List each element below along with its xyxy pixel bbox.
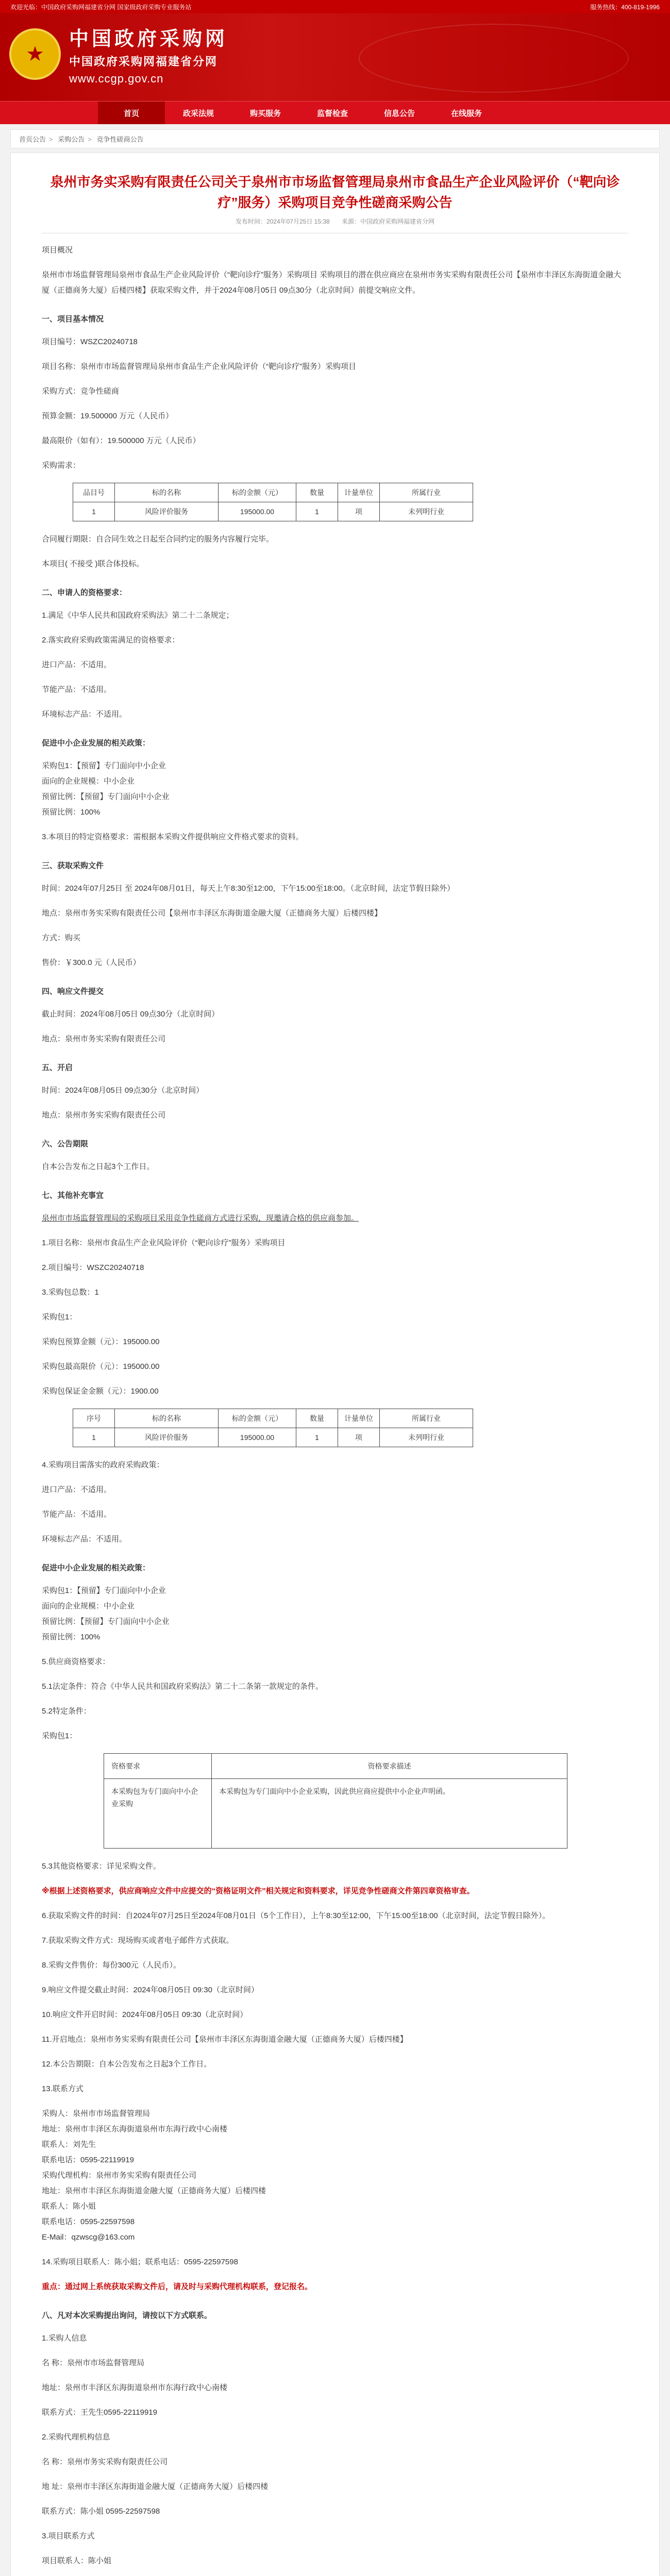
paragraph: 预留比例：100% [42,808,100,817]
table-row [73,502,473,521]
paragraph: E-Mail：qzwscg@163.com [42,2233,135,2242]
requirement-table [73,483,473,521]
paragraph: 10.响应文件开启时间：2024年08月05日 09:30（北京时间） [42,2010,248,2019]
paragraph: 联系方式：王先生0595-22119919 [42,2408,157,2417]
table-cell: 风险评价服务 [115,1428,219,1447]
table-cell: 项 [338,1428,380,1447]
table-cell: 1 [73,1428,115,1447]
section-heading: 项目概况 [42,246,73,255]
nav-supervision[interactable]: 监督检查 [316,109,348,118]
table-header: 资格要求 [104,1754,212,1779]
paragraph: 6.获取采购文件的时间：自2024年07月25日至2024年08月01日（5个工作日），上午8:30至12:00，下午15:00至18:00（北京时间，法定节假日除外）。 [42,1911,550,1920]
welcome-text: 欢迎光临：中国政府采购网福建省分网 国家级政府采购专业服务站 [10,3,192,11]
article-container [10,152,660,2576]
table-row [73,1428,473,1447]
paragraph: 采购包保证金金额（元）：1900.00 [42,1387,159,1396]
paragraph: 采购人：泉州市市场监督管理局 [42,2109,150,2118]
paragraph: 面向的企业规模：中小企业 [42,1602,135,1611]
breadcrumb: 首页公告 > 采购公告 > 竞争性磋商公告 [10,129,660,148]
site-banner [0,13,670,101]
paragraph: 售价：￥300.0 元（人民币） [42,958,141,967]
notice-text: 重点：通过网上系统获取采购文件后，请及时与采购代理机构联系，登记报名。 [42,2282,313,2291]
paragraph: 地 址：泉州市丰泽区东海街道金融大厦（正德商务大厦）后楼四楼 [42,2482,269,2491]
site-subtitle: 中国政府采购网福建省分网 [69,55,218,68]
paragraph: 联系人：刘先生 [42,2140,96,2149]
table-header: 标的名称 [115,483,219,502]
section-heading: 五、开启 [42,1063,73,1072]
nav-announcements[interactable]: 信息公告 [383,109,415,118]
national-emblem-icon: ★ [9,28,61,80]
breadcrumb-item[interactable]: 竞争性磋商公告 [96,135,144,143]
section-heading: 促进中小企业发展的相关政策： [42,1564,150,1572]
paragraph: 12.本公告期限：自本公告发布之日起3个工作日。 [42,2060,212,2069]
paragraph: 2.项目编号：WSZC20240718 [42,1263,144,1272]
main-nav [0,101,670,124]
paragraph: 采购需求： [42,461,81,470]
paragraph: 时间：2024年08月05日 09点30分（北京时间） [42,1086,204,1095]
paragraph: 自本公告发布之日起3个工作日。 [42,1162,155,1171]
article-body [42,243,628,2576]
table-cell: 本采购包为专门面向中小企业采购 [104,1779,212,1849]
paragraph: 项目联系人：陈小姐 [42,2556,112,2565]
section-heading: 六、公告期限 [42,1140,89,1148]
paragraph: 2.落实政府采购政策需满足的资格要求： [42,636,180,645]
breadcrumb-item[interactable]: 首页公告 [19,135,46,143]
paragraph: 联系人：陈小姐 [42,2202,96,2211]
paragraph: 地点：泉州市务实采购有限责任公司 [42,1111,166,1120]
paragraph: 采购包1： [42,1732,77,1740]
nav-online[interactable]: 在线服务 [450,109,482,118]
site-url: www.ccgp.gov.cn [69,72,164,85]
paragraph: 面向的企业规模：中小企业 [42,777,135,786]
publish-date: 发布时间：2024年07月25日 15:38 [235,218,330,225]
nav-regulations[interactable]: 政采法规 [182,109,214,118]
paragraph: 地址：泉州市丰泽区东海街道泉州市东海行政中心南楼 [42,2125,228,2133]
paragraph: 节能产品：不适用。 [42,1510,112,1519]
table-cell: 1 [296,502,338,521]
qualification-table [104,1753,567,1849]
paragraph: 4.采购项目需落实的政府采购政策： [42,1461,164,1469]
paragraph: 环境标志产品：不适用。 [42,1535,127,1544]
paragraph: 联系方式：陈小姐 0595-22597598 [42,2507,160,2516]
table-header: 标的名称 [115,1409,219,1428]
paragraph: 环境标志产品：不适用。 [42,710,127,719]
article-meta [42,217,628,226]
paragraph: 地点：泉州市务实采购有限责任公司【泉州市丰泽区东海街道金融大厦（正德商务大厦）后楼四楼】 [42,909,382,918]
paragraph: 进口产品：不适用。 [42,660,112,669]
paragraph: 截止时间：2024年08月05日 09点30分（北京时间） [42,1010,220,1019]
banner-watermark [359,24,629,93]
paragraph: 地点：泉州市务实采购有限责任公司 [42,1035,166,1043]
article-source: 来源：中国政府采购网福建省分网 [342,218,435,225]
table-header: 标的金额（元） [219,1409,296,1428]
breadcrumb-item[interactable]: 采购公告 [58,135,85,143]
table-cell: 195000.00 [219,1428,296,1447]
table-header: 序号 [73,1409,115,1428]
table-header: 标的金额（元） [219,483,296,502]
site-title: 中国政府采购网 [69,27,228,50]
paragraph: 名 称：泉州市市场监督管理局 [42,2359,145,2367]
nav-home[interactable]: 首页 [98,101,165,124]
site-logo[interactable] [9,23,228,86]
paragraph: 13.联系方式 [42,2084,83,2093]
paragraph: 7.获取采购文件方式：现场购买或者电子邮件方式获取。 [42,1936,234,1945]
package-table [73,1409,473,1447]
section-heading: 八、凡对本次采购提出询问，请按以下方式联系。 [42,2311,212,2320]
table-cell: 未列明行业 [380,502,473,521]
table-header: 数量 [296,483,338,502]
paragraph: 采购包1：【预留】专门面向中小企业 [42,1586,166,1595]
table-cell: 未列明行业 [380,1428,473,1447]
paragraph: 本项目( 不接受 )联合体投标。 [42,560,144,568]
paragraph: 联系电话：0595-22597598 [42,2217,135,2226]
section-heading: 一、项目基本情况 [42,315,104,324]
table-cell: 195000.00 [219,502,296,521]
paragraph: 预算金额：19.500000 万元（人民币） [42,412,174,420]
paragraph: 8.采购文件售价：每份300元（人民币）。 [42,1961,181,1970]
table-cell: 1 [73,502,115,521]
top-bar [0,0,670,13]
paragraph: 地址：泉州市丰泽区东海街道金融大厦（正德商务大厦）后楼四楼 [42,2187,266,2195]
nav-services[interactable]: 购买服务 [249,109,281,118]
paragraph: 合同履行期限：自合同生效之日起至合同约定的服务内容履行完毕。 [42,535,274,544]
paragraph: 3.本项目的特定资格要求：需根据本采购文件提供响应文件格式要求的资料。 [42,833,304,841]
paragraph: 采购代理机构：泉州市务实采购有限责任公司 [42,2171,197,2180]
table-cell: 风险评价服务 [115,502,219,521]
paragraph: 预留比例：【预留】专门面向中小企业 [42,792,170,801]
table-header: 计量单位 [338,483,380,502]
paragraph: 项目编号：WSZC20240718 [42,337,138,346]
paragraph: 泉州市市场监督管理局泉州市食品生产企业风险评价（“靶向诊疗”服务）采购项目 采购项目的潜在供应商应在泉州市务实采购有限责任公司【泉州市丰泽区东海街道金融大厦（正德商务大厦）后楼四楼】获取采购文件，并于2024年08月05日 09点30分（北京时间）前提交响应文件。 [42,270,622,295]
table-header: 品目号 [73,483,115,502]
paragraph: 节能产品：不适用。 [42,685,112,694]
paragraph: 5.3其他资格要求：详见采购文件。 [42,1862,161,1871]
paragraph: 预留比例：【预留】专门面向中小企业 [42,1617,170,1626]
paragraph: 采购方式：竞争性磋商 [42,387,120,396]
paragraph: 采购包1：【预留】专门面向中小企业 [42,761,166,770]
table-header: 所属行业 [380,1409,473,1428]
paragraph: 11.开启地点：泉州市务实采购有限责任公司【泉州市丰泽区东海街道金融大厦（正德商务大厦）后楼四楼】 [42,2035,408,2044]
table-cell: 本采购包为专门面向中小企业采购，因此供应商应提供中小企业声明函。 [212,1779,567,1849]
paragraph: 时间：2024年07月25日 至 2024年08月01日，每天上午8:30至12:00，下午15:00至18:00。（北京时间，法定节假日除外） [42,884,455,893]
paragraph: 泉州市市场监督管理局的采购项目采用竞争性磋商方式进行采购，现邀请合格的供应商参加。 [42,1214,359,1223]
paragraph: 采购包最高限价（元）：195000.00 [42,1362,160,1371]
paragraph: 3.项目联系方式 [42,2532,95,2540]
paragraph: 进口产品：不适用。 [42,1485,112,1494]
paragraph: 3.采购包总数：1 [42,1288,99,1297]
paragraph: 14.采购项目联系人：陈小姐；联系电话：0595-22597598 [42,2258,238,2266]
table-header: 数量 [296,1409,338,1428]
table-header: 计量单位 [338,1409,380,1428]
paragraph: 5.2特定条件： [42,1707,91,1716]
paragraph: 1.项目名称：泉州市食品生产企业风险评价（“靶向诊疗”服务）采购项目 [42,1239,286,1247]
warning-text: ※根据上述资格要求，供应商响应文件中应提交的“资格证明文件”相关规定和资料要求，详见竞争性磋商文件第四章资格审查。 [42,1887,475,1895]
paragraph: 1.采购人信息 [42,2334,87,2343]
paragraph: 1.满足《中华人民共和国政府采购法》第二十二条规定； [42,611,234,620]
section-heading: 四、响应文件提交 [42,987,104,996]
paragraph: 方式：购买 [42,934,81,942]
paragraph: 5.供应商资格要求： [42,1657,110,1666]
table-header: 资格要求描述 [212,1754,567,1779]
paragraph: 地址：泉州市丰泽区东海街道泉州市东海行政中心南楼 [42,2383,228,2392]
paragraph: 项目名称：泉州市市场监督管理局泉州市食品生产企业风险评价（“靶向诊疗”服务）采购项目 [42,362,356,371]
table-cell: 项 [338,502,380,521]
paragraph: 采购包预算金额（元）：195000.00 [42,1337,160,1346]
paragraph: 5.1法定条件：符合《中华人民共和国政府采购法》第二十二条第一款规定的条件。 [42,1682,323,1691]
article-title: 泉州市务实采购有限责任公司关于泉州市市场监督管理局泉州市食品生产企业风险评价（“靶向诊疗”服务）采购项目竞争性磋商采购公告 [50,174,620,210]
paragraph: 名 称：泉州市务实采购有限责任公司 [42,2458,168,2466]
hotline-text: 服务热线：400-819-1996 [590,3,660,11]
section-heading: 促进中小企业发展的相关政策： [42,739,150,748]
section-heading: 七、其他补充事宜 [42,1191,104,1200]
paragraph: 最高限价（如有）：19.500000 万元（人民币） [42,436,200,445]
paragraph: 采购包1： [42,1313,77,1321]
section-heading: 三、获取采购文件 [42,861,104,870]
table-header: 所属行业 [380,483,473,502]
section-heading: 二、申请人的资格要求： [42,588,127,597]
paragraph: 预留比例：100% [42,1633,100,1641]
table-cell: 1 [296,1428,338,1447]
paragraph: 2.采购代理机构信息 [42,2433,110,2442]
paragraph: 联系电话：0595-22119919 [42,2156,134,2164]
paragraph: 9.响应文件提交截止时间：2024年08月05日 09:30（北京时间） [42,1986,259,1994]
table-row [104,1779,567,1849]
